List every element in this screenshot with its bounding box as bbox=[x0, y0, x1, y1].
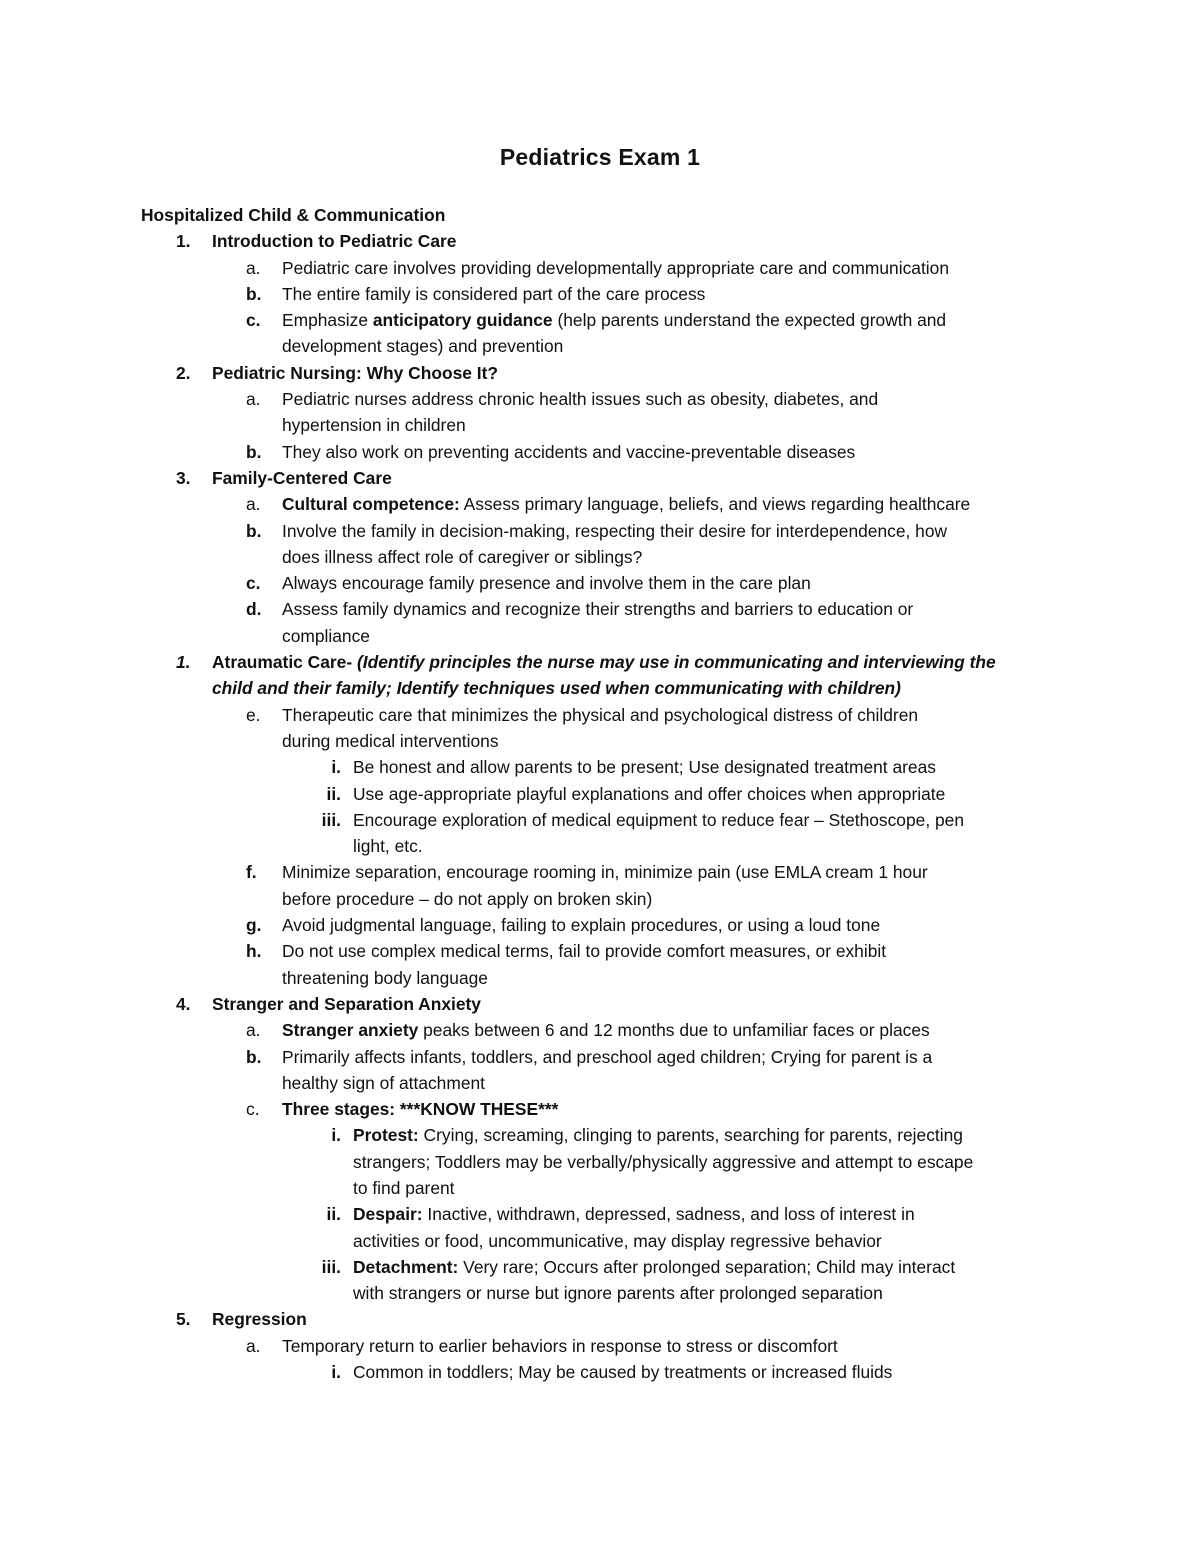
item-text: Crying, screaming, clinging to parents, searching for parents, rejecting bbox=[418, 1125, 963, 1146]
list-marker: a. bbox=[246, 1020, 261, 1041]
numbered-heading bbox=[141, 465, 1071, 491]
list-marker: 4. bbox=[176, 993, 191, 1014]
list-item bbox=[141, 859, 1071, 885]
bold-term: Detachment: bbox=[353, 1256, 459, 1277]
list-item-continuation: does illness affect role of caregiver or siblings? bbox=[282, 546, 643, 567]
list-marker: f. bbox=[246, 862, 257, 883]
list-item bbox=[141, 1096, 1071, 1122]
list-marker: a. bbox=[246, 1335, 261, 1356]
item-text: Primarily affects infants, toddlers, and preschool aged children; Crying for parent is a bbox=[282, 1046, 933, 1067]
item-text: The entire family is considered part of the care process bbox=[282, 283, 706, 304]
item-text: Minimize separation, encourage rooming in, minimize pain (use EMLA cream 1 hour bbox=[282, 862, 928, 883]
numbered-heading bbox=[141, 1306, 1071, 1332]
list-item bbox=[141, 281, 1071, 307]
item-text: Pediatric nurses address chronic health issues such as obesity, diabetes, and bbox=[282, 389, 879, 410]
list-marker: b. bbox=[246, 1046, 262, 1067]
heading-objective: (Identify principles the nurse may use in communicating and interviewing the bbox=[356, 652, 996, 673]
list-marker: c. bbox=[246, 573, 261, 594]
numbered-heading bbox=[141, 649, 1071, 675]
list-item-continuation: compliance bbox=[282, 625, 370, 646]
item-text: Emphasize bbox=[282, 310, 373, 331]
heading-text: Atraumatic Care- bbox=[212, 652, 357, 673]
list-marker: i. bbox=[331, 757, 341, 778]
list-marker: iii. bbox=[321, 1256, 341, 1277]
sub-list-item-continuation: activities or food, uncommunicative, may display regressive behavior bbox=[353, 1230, 882, 1251]
heading-text: Regression bbox=[212, 1309, 307, 1330]
item-text: Assess primary language, beliefs, and views regarding healthcare bbox=[459, 494, 971, 515]
list-marker: ii. bbox=[326, 1204, 341, 1225]
list-item-continuation: development stages) and prevention bbox=[282, 336, 564, 357]
list-marker: g. bbox=[246, 915, 262, 936]
sub-list-item bbox=[141, 1201, 1071, 1227]
list-marker: b. bbox=[246, 520, 262, 541]
list-marker: b. bbox=[246, 283, 262, 304]
list-marker: b. bbox=[246, 441, 262, 462]
bold-term: Despair: bbox=[353, 1204, 423, 1225]
bold-term: Protest: bbox=[353, 1125, 419, 1146]
item-text: Assess family dynamics and recognize their strengths and barriers to education or bbox=[282, 599, 914, 620]
list-marker: 3. bbox=[176, 467, 191, 488]
list-marker: 1. bbox=[176, 231, 191, 252]
sub-list-item bbox=[141, 807, 1071, 833]
list-marker: 5. bbox=[176, 1309, 191, 1330]
item-text: Pediatric care involves providing developmentally appropriate care and communication bbox=[282, 257, 950, 278]
list-item bbox=[141, 386, 1071, 412]
item-text: Encourage exploration of medical equipment to reduce fear – Stethoscope, pen bbox=[353, 809, 964, 830]
item-text: Always encourage family presence and involve them in the care plan bbox=[282, 573, 811, 594]
heading-text: Family-Centered Care bbox=[212, 467, 392, 488]
list-item bbox=[141, 518, 1071, 544]
list-item bbox=[141, 1333, 1071, 1359]
list-marker: 1. bbox=[176, 652, 191, 673]
list-marker: e. bbox=[246, 704, 261, 725]
heading-text: Introduction to Pediatric Care bbox=[212, 231, 457, 252]
list-item-continuation: healthy sign of attachment bbox=[282, 1072, 486, 1093]
bold-term: Stranger anxiety bbox=[282, 1020, 419, 1041]
list-marker: a. bbox=[246, 494, 261, 515]
sub-list-item-continuation: light, etc. bbox=[353, 836, 423, 857]
list-item bbox=[141, 255, 1071, 281]
sub-list-item bbox=[141, 754, 1071, 780]
sub-list-item-continuation: to find parent bbox=[353, 1177, 455, 1198]
heading-text: Stranger and Separation Anxiety bbox=[212, 993, 481, 1014]
section-heading: Hospitalized Child & Communication bbox=[141, 205, 446, 225]
sub-list-item bbox=[141, 781, 1071, 807]
list-item bbox=[141, 1017, 1071, 1043]
item-text: Inactive, withdrawn, depressed, sadness, and loss of interest in bbox=[422, 1204, 915, 1225]
item-text: Very rare; Occurs after prolonged separation; Child may interact bbox=[458, 1256, 956, 1277]
list-item-continuation: threatening body language bbox=[282, 967, 488, 988]
list-item bbox=[141, 307, 1071, 333]
item-text: peaks between 6 and 12 months due to unfamiliar faces or places bbox=[418, 1020, 930, 1041]
item-text: They also work on preventing accidents and vaccine-preventable diseases bbox=[282, 441, 856, 462]
sub-list-item bbox=[141, 1359, 1071, 1385]
sub-list-item bbox=[141, 1254, 1071, 1280]
item-text: Common in toddlers; May be caused by treatments or increased fluids bbox=[353, 1362, 893, 1383]
list-marker: 2. bbox=[176, 362, 191, 383]
list-item-continuation: hypertension in children bbox=[282, 415, 466, 436]
list-item bbox=[141, 702, 1071, 728]
list-item bbox=[141, 491, 1071, 517]
bold-term: anticipatory guidance bbox=[372, 310, 553, 331]
list-item bbox=[141, 439, 1071, 465]
list-item-continuation: before procedure – do not apply on broken skin) bbox=[282, 888, 653, 909]
item-text: Do not use complex medical terms, fail to provide comfort measures, or exhibit bbox=[282, 941, 887, 962]
sub-list-item bbox=[141, 1122, 1071, 1148]
document-body bbox=[141, 202, 1071, 1385]
item-text: (help parents understand the expected growth and bbox=[552, 310, 947, 331]
item-text: Avoid judgmental language, failing to explain procedures, or using a loud tone bbox=[282, 915, 881, 936]
list-item bbox=[141, 570, 1071, 596]
list-marker: c. bbox=[246, 310, 261, 331]
item-text: Temporary return to earlier behaviors in response to stress or discomfort bbox=[282, 1335, 838, 1356]
list-item bbox=[141, 912, 1071, 938]
list-marker: i. bbox=[331, 1362, 341, 1383]
list-marker: d. bbox=[246, 599, 262, 620]
list-marker: h. bbox=[246, 941, 262, 962]
list-item bbox=[141, 938, 1071, 964]
page-title: Pediatrics Exam 1 bbox=[499, 144, 701, 170]
item-text: Therapeutic care that minimizes the physical and psychological distress of children bbox=[282, 704, 919, 725]
list-marker: iii. bbox=[321, 809, 341, 830]
list-item-continuation: during medical interventions bbox=[282, 730, 499, 751]
sub-list-item-continuation: with strangers or nurse but ignore parents after prolonged separation bbox=[353, 1283, 883, 1304]
numbered-heading bbox=[141, 228, 1071, 254]
item-text: Involve the family in decision-making, respecting their desire for interdependence, how bbox=[282, 520, 948, 541]
sub-list-item-continuation: strangers; Toddlers may be verbally/physically aggressive and attempt to escape bbox=[353, 1151, 974, 1172]
list-marker: i. bbox=[331, 1125, 341, 1146]
item-text: Use age-appropriate playful explanations and offer choices when appropriate bbox=[353, 783, 946, 804]
heading-continuation: child and their family; Identify techniques used when communicating with children) bbox=[212, 678, 901, 699]
numbered-heading bbox=[141, 360, 1071, 386]
list-marker: a. bbox=[246, 257, 261, 278]
list-item bbox=[141, 596, 1071, 622]
bold-term: Three stages: ***KNOW THESE*** bbox=[282, 1099, 559, 1120]
numbered-heading bbox=[141, 991, 1071, 1017]
list-marker: ii. bbox=[326, 783, 341, 804]
list-marker: c. bbox=[246, 1099, 260, 1120]
bold-term: Cultural competence: bbox=[282, 494, 460, 515]
list-item bbox=[141, 1044, 1071, 1070]
item-text: Be honest and allow parents to be present; Use designated treatment areas bbox=[353, 757, 936, 778]
list-marker: a. bbox=[246, 389, 261, 410]
heading-text: Pediatric Nursing: Why Choose It? bbox=[212, 362, 499, 383]
